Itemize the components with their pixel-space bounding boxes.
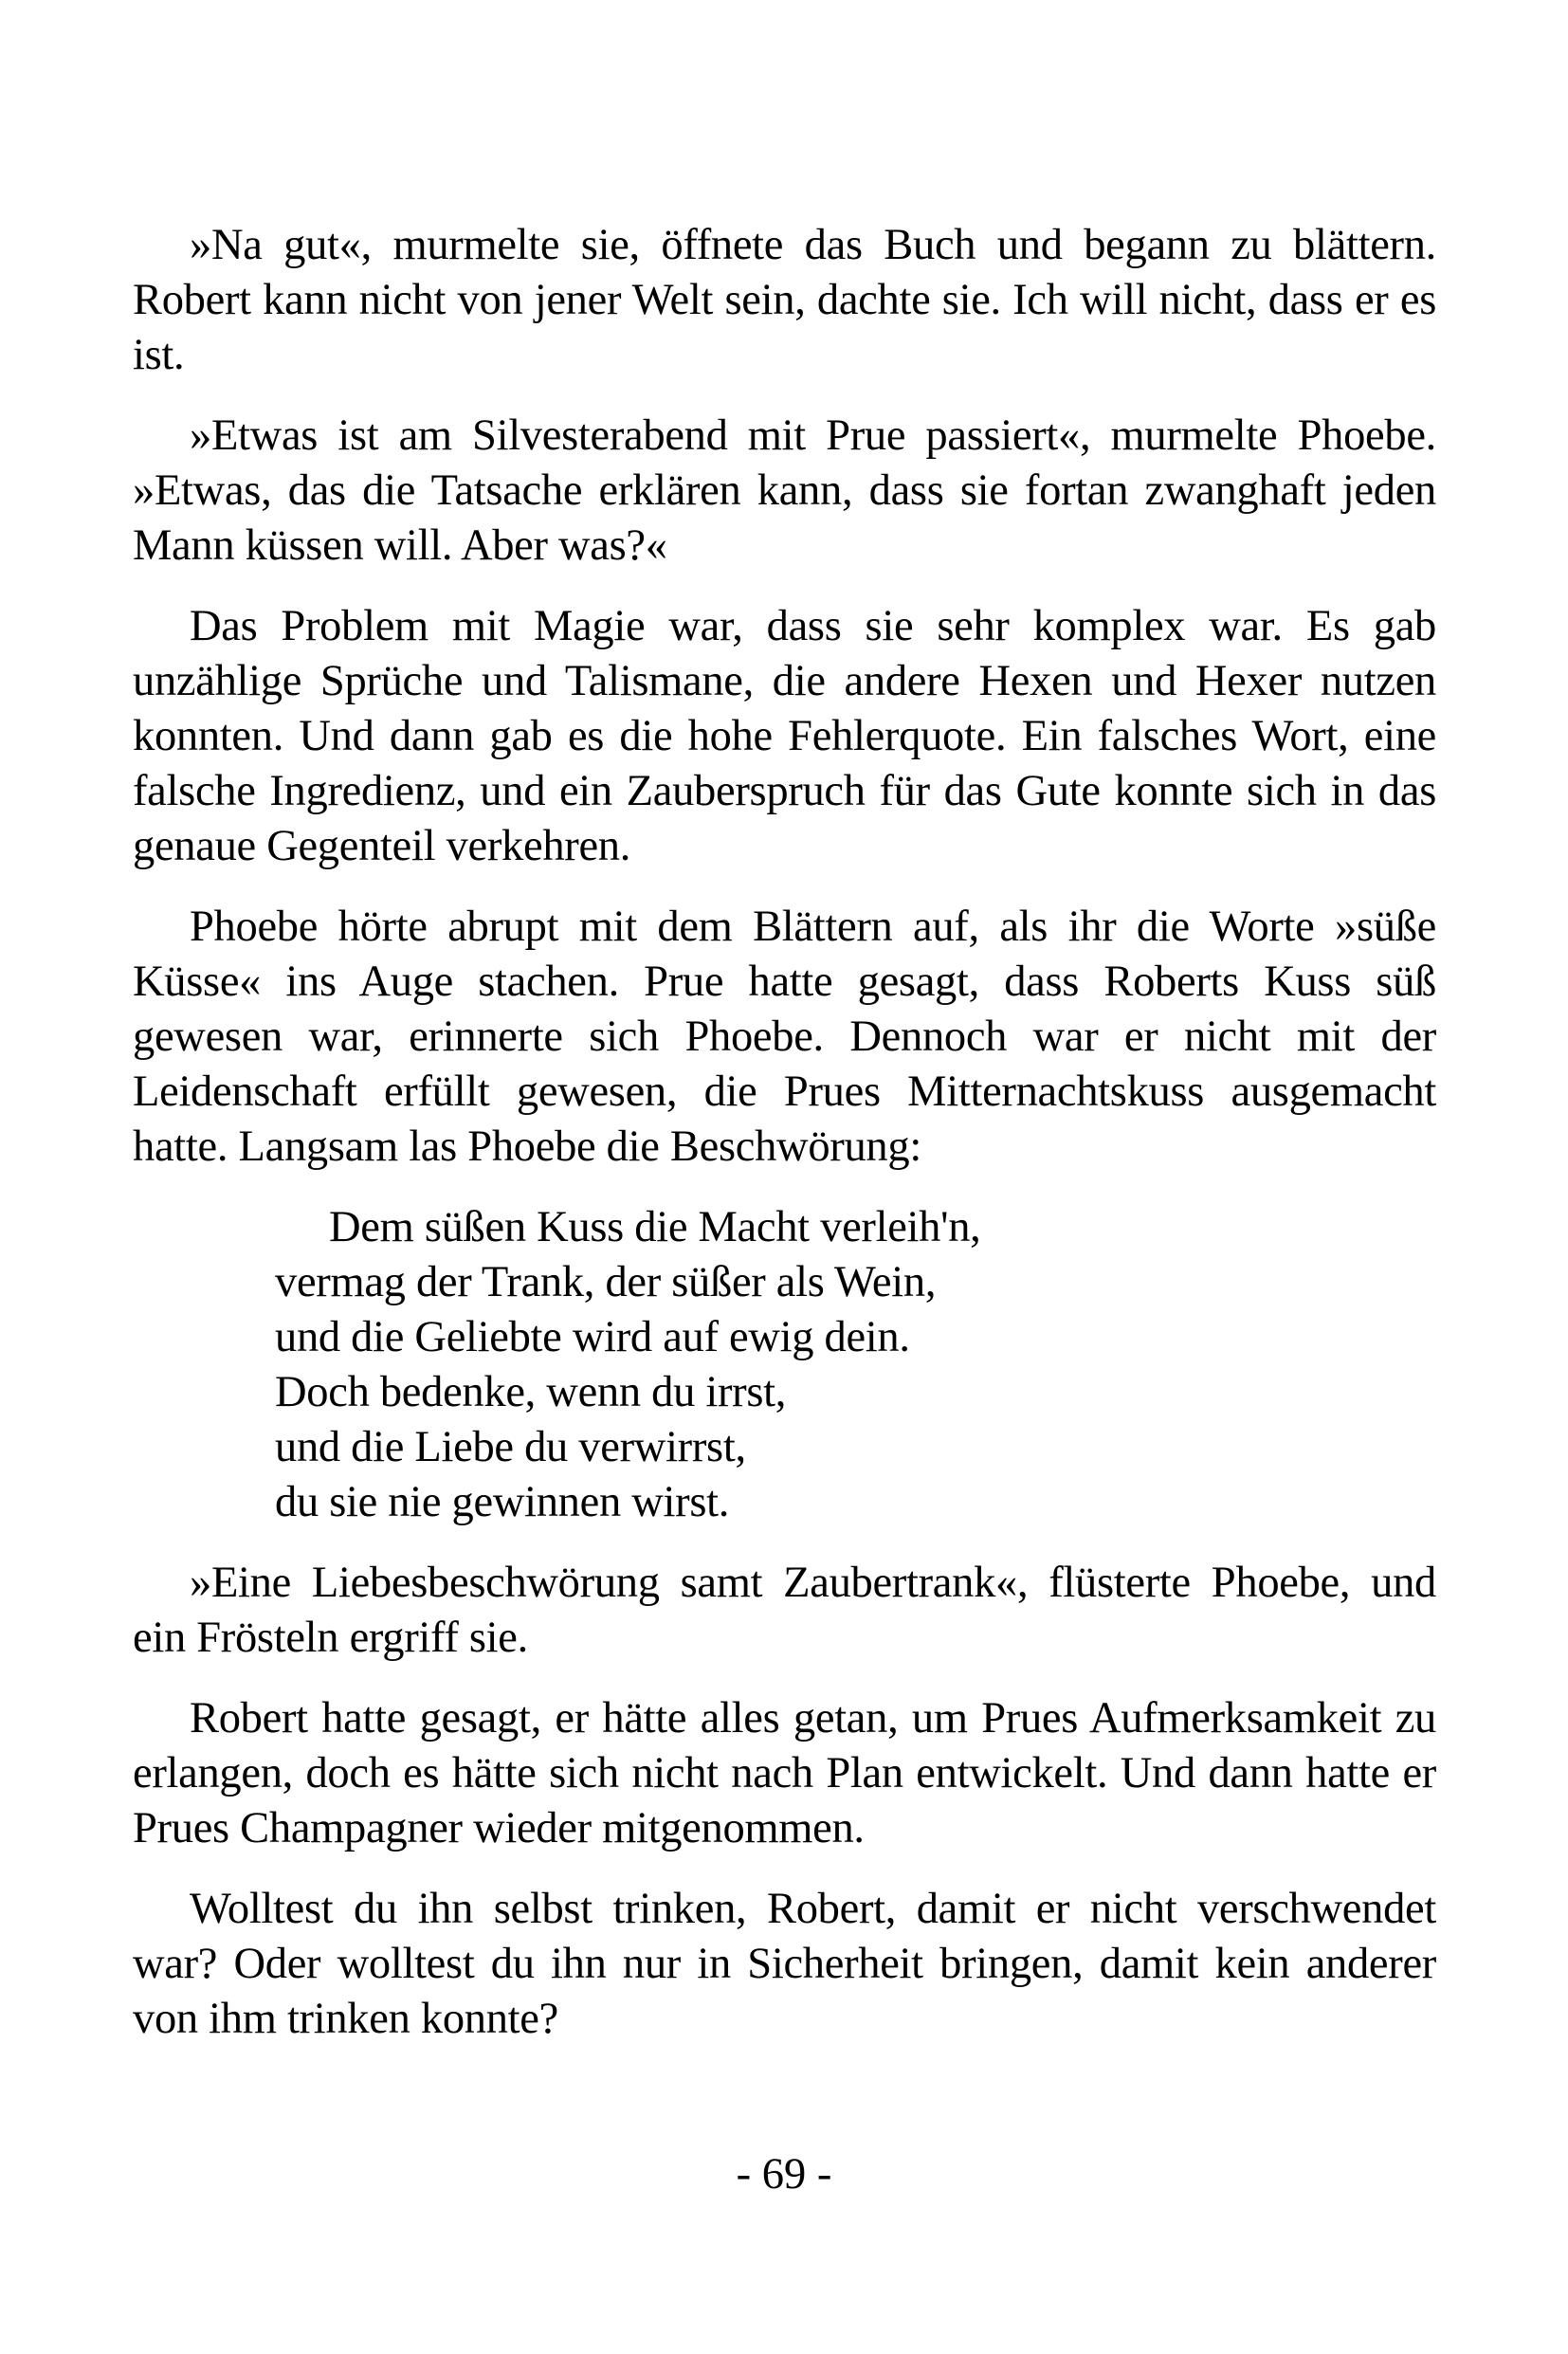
paragraph: »Eine Liebesbeschwörung samt Zaubertrank«, flüsterte Phoebe, und ein Frösteln ergriff sie. [133, 1559, 1436, 1662]
paragraph: Robert hatte gesagt, er hätte alles getan, um Prues Aufmerksamkeit zu erlangen, doch es hätte sich nicht nach Plan entwickelt. Und dann hatte er Prues Champagner wieder mitgenommen. [133, 1694, 1436, 1852]
verse-line: vermag der Trank, der süßer als Wein, [275, 1258, 937, 1306]
paragraph: Wolltest du ihn selbst trinken, Robert, damit er nicht verschwendet war? Oder wolltest du ihn nur in Sicherheit bringen, damit kein anderer von ihm trinken konnte? [133, 1885, 1436, 2043]
verse-line: Doch bedenke, wenn du irrst, [275, 1368, 787, 1416]
paragraph: »Na gut«, murmelte sie, öffnete das Buch und begann zu blättern. Robert kann nicht von jener Welt sein, dachte sie. Ich will nicht, dass er es ist. [133, 221, 1436, 379]
paragraph: Das Problem mit Magie war, dass sie sehr komplex war. Es gab unzählige Sprüche und Talismane, die andere Hexen und Hexer nutzen konnten. Und dann gab es die hohe Fehlerquote. Ein falsches Wort, eine falsche Ingredienz, und ein Zauberspruch für das Gute konnte sich in das genaue Gegenteil verkehren. [133, 602, 1436, 870]
paragraph: »Etwas ist am Silvesterabend mit Prue passiert«, murmelte Phoebe. »Etwas, das die Tatsache erklären kann, dass sie fortan zwanghaft jeden Mann küssen will. Aber was?« [133, 411, 1436, 570]
verse-line: und die Geliebte wird auf ewig dein. [275, 1313, 910, 1361]
paragraph: Phoebe hörte abrupt mit dem Blättern auf, als ihr die Worte »süße Küsse« ins Auge stachen. Prue hatte gesagt, dass Roberts Kuss süß gewesen war, erinnerte sich Phoebe. Dennoch war er nicht mit der Leidenschaft erfüllt gewesen, die Prues Mitternachtskuss ausgemacht hatte. Langsam las Phoebe die Beschwörung: [133, 903, 1436, 1171]
verse-line: du sie nie gewinnen wirst. [275, 1478, 730, 1526]
book-page-body [133, 218, 1436, 2072]
verse-line: und die Liebe du verwirrst, [275, 1423, 746, 1471]
verse-line: Dem süßen Kuss die Macht verleih'n, [329, 1203, 981, 1251]
incantation-verse [275, 1200, 1436, 1530]
page-number: - 69 - [736, 2150, 832, 2199]
